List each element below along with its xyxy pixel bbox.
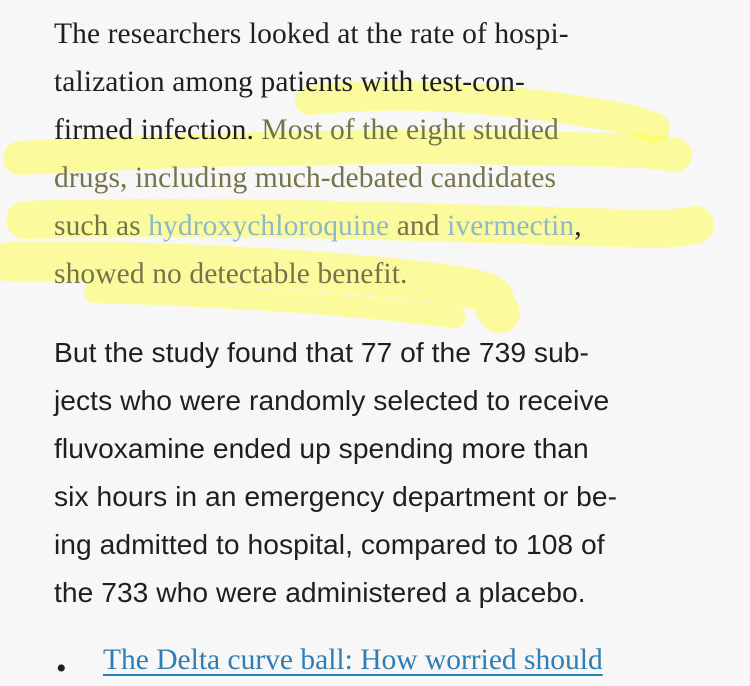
comma-text: , bbox=[574, 210, 582, 242]
paragraph-1-line-5 bbox=[54, 210, 582, 243]
line-3-plain-text: firmed infection. bbox=[54, 114, 262, 146]
paragraph-1-line-3 bbox=[54, 114, 559, 147]
hydroxychloroquine-link[interactable]: hydroxychloroquine bbox=[148, 210, 390, 242]
highlighted-text: showed no detectable benefit. bbox=[54, 258, 408, 290]
related-article-link[interactable]: The Delta curve ball: How worried should bbox=[103, 644, 603, 676]
paragraph-2-line-6: the 733 who were administered a placebo. bbox=[54, 576, 586, 608]
paragraph-1-line-6 bbox=[54, 258, 408, 291]
paragraph-1-line-2: talization among patients with test-con- bbox=[54, 66, 525, 98]
highlighted-text: drugs, including much-debated candidates bbox=[54, 162, 557, 194]
paragraph-2-line-5: ing admitted to hospital, compared to 108 of bbox=[54, 528, 605, 560]
paragraph-2-line-4: six hours in an emergency department or be- bbox=[54, 480, 618, 512]
paragraph-2-line-2: jects who were randomly selected to receive bbox=[54, 384, 610, 416]
related-list-bullet: • bbox=[56, 652, 67, 685]
highlighted-text: Most of the eight studied bbox=[261, 114, 559, 146]
paragraph-1-line-4 bbox=[54, 162, 556, 195]
highlighted-text: such as bbox=[54, 210, 149, 242]
highlighted-text: and bbox=[389, 210, 448, 242]
paragraph-1-line-1: The researchers looked at the rate of hospi- bbox=[54, 18, 569, 50]
paragraph-2-line-1: But the study found that 77 of the 739 sub- bbox=[54, 336, 589, 368]
ivermectin-link[interactable]: ivermectin bbox=[447, 210, 575, 242]
paragraph-2-line-3: fluvoxamine ended up spending more than bbox=[54, 432, 589, 464]
